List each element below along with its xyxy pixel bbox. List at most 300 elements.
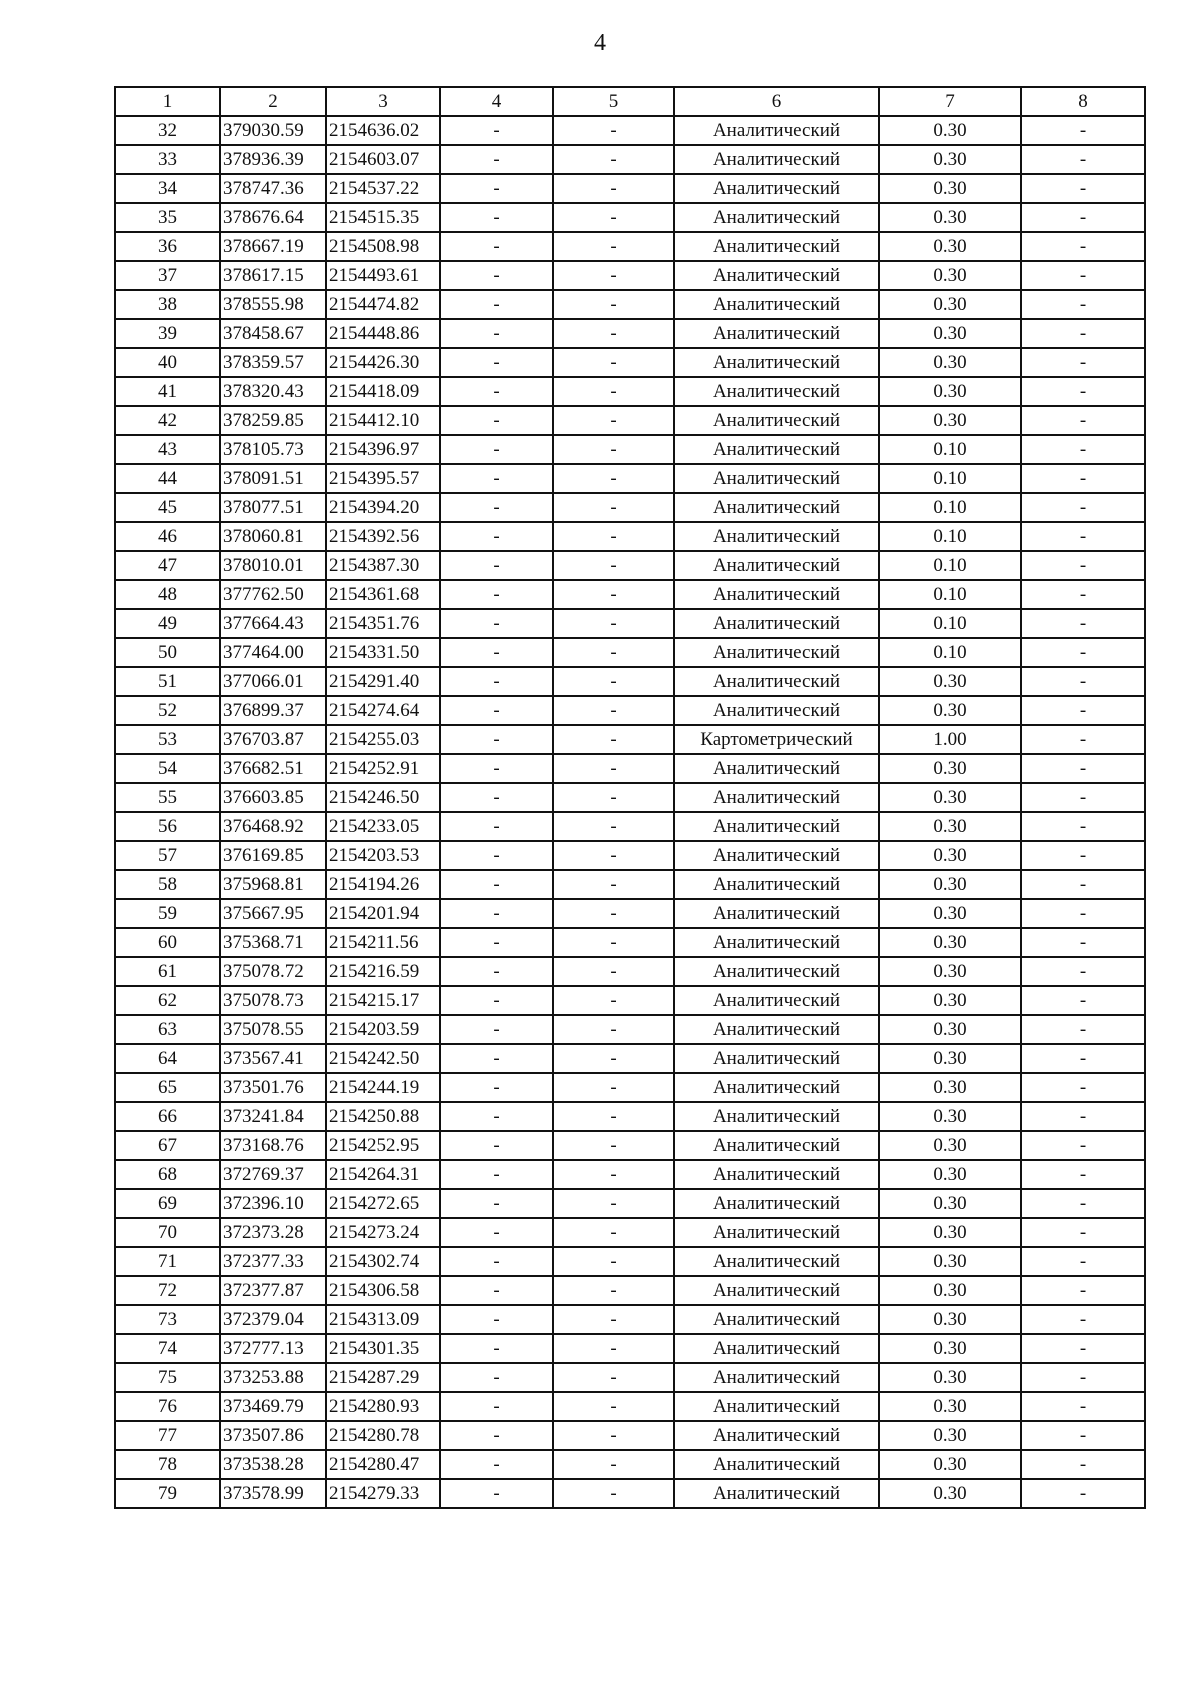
- point-number-cell: 74: [115, 1334, 220, 1363]
- point-number-cell: 50: [115, 638, 220, 667]
- table-row: [115, 986, 1145, 1015]
- column-4-value-cell: -: [440, 928, 553, 957]
- accuracy-cell: 0.10: [879, 580, 1021, 609]
- point-number-cell: 37: [115, 261, 220, 290]
- column-4-value-cell: -: [440, 870, 553, 899]
- column-header-4: 4: [440, 87, 553, 116]
- column-8-value-cell: -: [1021, 493, 1145, 522]
- column-5-value-cell: -: [553, 551, 674, 580]
- column-4-value-cell: -: [440, 290, 553, 319]
- y-coordinate-cell: 2154351.76: [326, 609, 440, 638]
- column-4-value-cell: -: [440, 174, 553, 203]
- table-row: [115, 696, 1145, 725]
- point-number-cell: 66: [115, 1102, 220, 1131]
- column-5-value-cell: -: [553, 1160, 674, 1189]
- point-number-cell: 65: [115, 1073, 220, 1102]
- point-number-cell: 43: [115, 435, 220, 464]
- column-5-value-cell: -: [553, 377, 674, 406]
- table-row: [115, 1392, 1145, 1421]
- point-number-cell: 41: [115, 377, 220, 406]
- table-row: [115, 1160, 1145, 1189]
- header-row: [115, 87, 1145, 116]
- column-8-value-cell: -: [1021, 377, 1145, 406]
- x-coordinate-cell: 372377.87: [220, 1276, 326, 1305]
- point-number-cell: 38: [115, 290, 220, 319]
- x-coordinate-cell: 378091.51: [220, 464, 326, 493]
- column-8-value-cell: -: [1021, 522, 1145, 551]
- column-4-value-cell: -: [440, 1421, 553, 1450]
- x-coordinate-cell: 373567.41: [220, 1044, 326, 1073]
- x-coordinate-cell: 376169.85: [220, 841, 326, 870]
- point-number-cell: 61: [115, 957, 220, 986]
- y-coordinate-cell: 2154331.50: [326, 638, 440, 667]
- column-5-value-cell: -: [553, 1421, 674, 1450]
- column-5-value-cell: -: [553, 522, 674, 551]
- method-cell: Аналитический: [674, 1421, 879, 1450]
- table-row: [115, 1044, 1145, 1073]
- column-8-value-cell: -: [1021, 261, 1145, 290]
- column-4-value-cell: -: [440, 638, 553, 667]
- y-coordinate-cell: 2154448.86: [326, 319, 440, 348]
- column-header-1: 1: [115, 87, 220, 116]
- point-number-cell: 78: [115, 1450, 220, 1479]
- accuracy-cell: 0.30: [879, 1276, 1021, 1305]
- x-coordinate-cell: 378359.57: [220, 348, 326, 377]
- table-row: [115, 928, 1145, 957]
- column-4-value-cell: -: [440, 319, 553, 348]
- column-5-value-cell: -: [553, 1015, 674, 1044]
- method-cell: Картометрический: [674, 725, 879, 754]
- column-5-value-cell: -: [553, 406, 674, 435]
- point-number-cell: 58: [115, 870, 220, 899]
- column-4-value-cell: -: [440, 1073, 553, 1102]
- column-header-8: 8: [1021, 87, 1145, 116]
- column-4-value-cell: -: [440, 1334, 553, 1363]
- point-number-cell: 77: [115, 1421, 220, 1450]
- column-4-value-cell: -: [440, 754, 553, 783]
- column-5-value-cell: -: [553, 986, 674, 1015]
- column-8-value-cell: -: [1021, 232, 1145, 261]
- x-coordinate-cell: 378320.43: [220, 377, 326, 406]
- table-row: [115, 377, 1145, 406]
- accuracy-cell: 0.30: [879, 928, 1021, 957]
- column-5-value-cell: -: [553, 1102, 674, 1131]
- table-row: [115, 406, 1145, 435]
- method-cell: Аналитический: [674, 1334, 879, 1363]
- table-row: [115, 145, 1145, 174]
- table-row: [115, 783, 1145, 812]
- method-cell: Аналитический: [674, 1160, 879, 1189]
- accuracy-cell: 0.30: [879, 1073, 1021, 1102]
- column-5-value-cell: -: [553, 1276, 674, 1305]
- column-4-value-cell: -: [440, 435, 553, 464]
- column-8-value-cell: -: [1021, 1334, 1145, 1363]
- column-5-value-cell: -: [553, 435, 674, 464]
- column-5-value-cell: -: [553, 1305, 674, 1334]
- column-8-value-cell: -: [1021, 1421, 1145, 1450]
- y-coordinate-cell: 2154264.31: [326, 1160, 440, 1189]
- point-number-cell: 42: [115, 406, 220, 435]
- y-coordinate-cell: 2154412.10: [326, 406, 440, 435]
- y-coordinate-cell: 2154252.95: [326, 1131, 440, 1160]
- y-coordinate-cell: 2154313.09: [326, 1305, 440, 1334]
- point-number-cell: 48: [115, 580, 220, 609]
- x-coordinate-cell: 375078.73: [220, 986, 326, 1015]
- method-cell: Аналитический: [674, 609, 879, 638]
- column-8-value-cell: -: [1021, 1479, 1145, 1508]
- column-5-value-cell: -: [553, 870, 674, 899]
- table-row: [115, 899, 1145, 928]
- column-5-value-cell: -: [553, 145, 674, 174]
- accuracy-cell: 0.10: [879, 435, 1021, 464]
- y-coordinate-cell: 2154203.53: [326, 841, 440, 870]
- point-number-cell: 59: [115, 899, 220, 928]
- y-coordinate-cell: 2154636.02: [326, 116, 440, 145]
- column-8-value-cell: -: [1021, 957, 1145, 986]
- accuracy-cell: 0.10: [879, 609, 1021, 638]
- x-coordinate-cell: 372769.37: [220, 1160, 326, 1189]
- accuracy-cell: 0.10: [879, 493, 1021, 522]
- column-4-value-cell: -: [440, 1131, 553, 1160]
- column-4-value-cell: -: [440, 406, 553, 435]
- table-row: [115, 203, 1145, 232]
- y-coordinate-cell: 2154250.88: [326, 1102, 440, 1131]
- method-cell: Аналитический: [674, 1131, 879, 1160]
- column-4-value-cell: -: [440, 116, 553, 145]
- column-4-value-cell: -: [440, 1363, 553, 1392]
- column-8-value-cell: -: [1021, 725, 1145, 754]
- column-4-value-cell: -: [440, 1015, 553, 1044]
- column-8-value-cell: -: [1021, 1450, 1145, 1479]
- table-row: [115, 870, 1145, 899]
- point-number-cell: 32: [115, 116, 220, 145]
- accuracy-cell: 0.30: [879, 1160, 1021, 1189]
- table-row: [115, 1073, 1145, 1102]
- y-coordinate-cell: 2154392.56: [326, 522, 440, 551]
- column-5-value-cell: -: [553, 116, 674, 145]
- accuracy-cell: 0.10: [879, 464, 1021, 493]
- table-row: [115, 957, 1145, 986]
- y-coordinate-cell: 2154395.57: [326, 464, 440, 493]
- column-5-value-cell: -: [553, 493, 674, 522]
- column-5-value-cell: -: [553, 957, 674, 986]
- column-header-7: 7: [879, 87, 1021, 116]
- y-coordinate-cell: 2154244.19: [326, 1073, 440, 1102]
- column-8-value-cell: -: [1021, 1363, 1145, 1392]
- x-coordinate-cell: 373578.99: [220, 1479, 326, 1508]
- y-coordinate-cell: 2154426.30: [326, 348, 440, 377]
- method-cell: Аналитический: [674, 870, 879, 899]
- table-row: [115, 435, 1145, 464]
- method-cell: Аналитический: [674, 1218, 879, 1247]
- method-cell: Аналитический: [674, 1247, 879, 1276]
- accuracy-cell: 0.10: [879, 638, 1021, 667]
- table-row: [115, 1218, 1145, 1247]
- method-cell: Аналитический: [674, 435, 879, 464]
- column-5-value-cell: -: [553, 899, 674, 928]
- y-coordinate-cell: 2154279.33: [326, 1479, 440, 1508]
- accuracy-cell: 0.30: [879, 1218, 1021, 1247]
- accuracy-cell: 0.30: [879, 986, 1021, 1015]
- y-coordinate-cell: 2154301.35: [326, 1334, 440, 1363]
- method-cell: Аналитический: [674, 1276, 879, 1305]
- method-cell: Аналитический: [674, 1044, 879, 1073]
- x-coordinate-cell: 372373.28: [220, 1218, 326, 1247]
- column-4-value-cell: -: [440, 1247, 553, 1276]
- table-row: [115, 1131, 1145, 1160]
- method-cell: Аналитический: [674, 928, 879, 957]
- column-8-value-cell: -: [1021, 203, 1145, 232]
- column-4-value-cell: -: [440, 232, 553, 261]
- column-4-value-cell: -: [440, 1479, 553, 1508]
- column-5-value-cell: -: [553, 609, 674, 638]
- table-row: [115, 1421, 1145, 1450]
- table-row: [115, 1334, 1145, 1363]
- column-5-value-cell: -: [553, 464, 674, 493]
- column-8-value-cell: -: [1021, 1160, 1145, 1189]
- y-coordinate-cell: 2154287.29: [326, 1363, 440, 1392]
- column-5-value-cell: -: [553, 203, 674, 232]
- method-cell: Аналитический: [674, 493, 879, 522]
- x-coordinate-cell: 375667.95: [220, 899, 326, 928]
- column-4-value-cell: -: [440, 957, 553, 986]
- column-5-value-cell: -: [553, 580, 674, 609]
- column-8-value-cell: -: [1021, 928, 1145, 957]
- column-5-value-cell: -: [553, 638, 674, 667]
- column-8-value-cell: -: [1021, 464, 1145, 493]
- y-coordinate-cell: 2154255.03: [326, 725, 440, 754]
- point-number-cell: 71: [115, 1247, 220, 1276]
- x-coordinate-cell: 377762.50: [220, 580, 326, 609]
- method-cell: Аналитический: [674, 1363, 879, 1392]
- column-5-value-cell: -: [553, 1247, 674, 1276]
- table-row: [115, 1363, 1145, 1392]
- y-coordinate-cell: 2154201.94: [326, 899, 440, 928]
- column-8-value-cell: -: [1021, 1102, 1145, 1131]
- column-5-value-cell: -: [553, 928, 674, 957]
- point-number-cell: 44: [115, 464, 220, 493]
- method-cell: Аналитический: [674, 1015, 879, 1044]
- accuracy-cell: 0.30: [879, 319, 1021, 348]
- accuracy-cell: 0.30: [879, 1392, 1021, 1421]
- column-header-2: 2: [220, 87, 326, 116]
- column-5-value-cell: -: [553, 1131, 674, 1160]
- accuracy-cell: 0.30: [879, 1305, 1021, 1334]
- method-cell: Аналитический: [674, 667, 879, 696]
- point-number-cell: 57: [115, 841, 220, 870]
- accuracy-cell: 0.30: [879, 203, 1021, 232]
- column-5-value-cell: -: [553, 290, 674, 319]
- table-row: [115, 232, 1145, 261]
- y-coordinate-cell: 2154280.78: [326, 1421, 440, 1450]
- column-header-6: 6: [674, 87, 879, 116]
- y-coordinate-cell: 2154396.97: [326, 435, 440, 464]
- point-number-cell: 56: [115, 812, 220, 841]
- column-5-value-cell: -: [553, 1189, 674, 1218]
- y-coordinate-cell: 2154515.35: [326, 203, 440, 232]
- column-4-value-cell: -: [440, 667, 553, 696]
- point-number-cell: 67: [115, 1131, 220, 1160]
- y-coordinate-cell: 2154302.74: [326, 1247, 440, 1276]
- y-coordinate-cell: 2154361.68: [326, 580, 440, 609]
- x-coordinate-cell: 373501.76: [220, 1073, 326, 1102]
- y-coordinate-cell: 2154508.98: [326, 232, 440, 261]
- accuracy-cell: 0.30: [879, 667, 1021, 696]
- table-row: [115, 725, 1145, 754]
- table-body: [115, 116, 1145, 1508]
- point-number-cell: 35: [115, 203, 220, 232]
- y-coordinate-cell: 2154216.59: [326, 957, 440, 986]
- y-coordinate-cell: 2154387.30: [326, 551, 440, 580]
- x-coordinate-cell: 378458.67: [220, 319, 326, 348]
- method-cell: Аналитический: [674, 986, 879, 1015]
- accuracy-cell: 0.30: [879, 696, 1021, 725]
- column-8-value-cell: -: [1021, 783, 1145, 812]
- accuracy-cell: 0.30: [879, 870, 1021, 899]
- x-coordinate-cell: 376468.92: [220, 812, 326, 841]
- column-8-value-cell: -: [1021, 1276, 1145, 1305]
- x-coordinate-cell: 378060.81: [220, 522, 326, 551]
- column-8-value-cell: -: [1021, 754, 1145, 783]
- column-5-value-cell: -: [553, 348, 674, 377]
- accuracy-cell: 0.30: [879, 1450, 1021, 1479]
- x-coordinate-cell: 375078.55: [220, 1015, 326, 1044]
- x-coordinate-cell: 378259.85: [220, 406, 326, 435]
- accuracy-cell: 1.00: [879, 725, 1021, 754]
- method-cell: Аналитический: [674, 638, 879, 667]
- column-8-value-cell: -: [1021, 580, 1145, 609]
- column-4-value-cell: -: [440, 1044, 553, 1073]
- point-number-cell: 73: [115, 1305, 220, 1334]
- column-4-value-cell: -: [440, 1218, 553, 1247]
- point-number-cell: 53: [115, 725, 220, 754]
- accuracy-cell: 0.30: [879, 290, 1021, 319]
- point-number-cell: 39: [115, 319, 220, 348]
- y-coordinate-cell: 2154280.93: [326, 1392, 440, 1421]
- column-5-value-cell: -: [553, 174, 674, 203]
- x-coordinate-cell: 376682.51: [220, 754, 326, 783]
- x-coordinate-cell: 372396.10: [220, 1189, 326, 1218]
- x-coordinate-cell: 376899.37: [220, 696, 326, 725]
- accuracy-cell: 0.30: [879, 174, 1021, 203]
- method-cell: Аналитический: [674, 145, 879, 174]
- method-cell: Аналитический: [674, 1479, 879, 1508]
- table-row: [115, 261, 1145, 290]
- method-cell: Аналитический: [674, 841, 879, 870]
- accuracy-cell: 0.30: [879, 145, 1021, 174]
- y-coordinate-cell: 2154394.20: [326, 493, 440, 522]
- column-8-value-cell: -: [1021, 1247, 1145, 1276]
- column-8-value-cell: -: [1021, 841, 1145, 870]
- point-number-cell: 52: [115, 696, 220, 725]
- column-5-value-cell: -: [553, 319, 674, 348]
- accuracy-cell: 0.30: [879, 116, 1021, 145]
- column-8-value-cell: -: [1021, 551, 1145, 580]
- accuracy-cell: 0.30: [879, 1102, 1021, 1131]
- column-4-value-cell: -: [440, 464, 553, 493]
- column-5-value-cell: -: [553, 1450, 674, 1479]
- column-5-value-cell: -: [553, 232, 674, 261]
- column-4-value-cell: -: [440, 493, 553, 522]
- accuracy-cell: 0.10: [879, 551, 1021, 580]
- method-cell: Аналитический: [674, 696, 879, 725]
- x-coordinate-cell: 377464.00: [220, 638, 326, 667]
- column-8-value-cell: -: [1021, 667, 1145, 696]
- column-4-value-cell: -: [440, 1102, 553, 1131]
- method-cell: Аналитический: [674, 783, 879, 812]
- y-coordinate-cell: 2154493.61: [326, 261, 440, 290]
- method-cell: Аналитический: [674, 232, 879, 261]
- y-coordinate-cell: 2154246.50: [326, 783, 440, 812]
- table-row: [115, 551, 1145, 580]
- point-number-cell: 55: [115, 783, 220, 812]
- column-4-value-cell: -: [440, 145, 553, 174]
- method-cell: Аналитический: [674, 319, 879, 348]
- table-row: [115, 841, 1145, 870]
- method-cell: Аналитический: [674, 1305, 879, 1334]
- table-row: [115, 464, 1145, 493]
- accuracy-cell: 0.30: [879, 1131, 1021, 1160]
- column-4-value-cell: -: [440, 580, 553, 609]
- accuracy-cell: 0.30: [879, 783, 1021, 812]
- point-number-cell: 47: [115, 551, 220, 580]
- accuracy-cell: 0.30: [879, 348, 1021, 377]
- column-8-value-cell: -: [1021, 1015, 1145, 1044]
- x-coordinate-cell: 372777.13: [220, 1334, 326, 1363]
- point-number-cell: 70: [115, 1218, 220, 1247]
- x-coordinate-cell: 376603.85: [220, 783, 326, 812]
- point-number-cell: 79: [115, 1479, 220, 1508]
- x-coordinate-cell: 378676.64: [220, 203, 326, 232]
- y-coordinate-cell: 2154211.56: [326, 928, 440, 957]
- column-5-value-cell: -: [553, 261, 674, 290]
- point-number-cell: 62: [115, 986, 220, 1015]
- x-coordinate-cell: 378936.39: [220, 145, 326, 174]
- column-8-value-cell: -: [1021, 319, 1145, 348]
- column-8-value-cell: -: [1021, 435, 1145, 464]
- column-4-value-cell: -: [440, 899, 553, 928]
- y-coordinate-cell: 2154274.64: [326, 696, 440, 725]
- y-coordinate-cell: 2154306.58: [326, 1276, 440, 1305]
- column-4-value-cell: -: [440, 522, 553, 551]
- x-coordinate-cell: 378077.51: [220, 493, 326, 522]
- accuracy-cell: 0.30: [879, 1015, 1021, 1044]
- method-cell: Аналитический: [674, 522, 879, 551]
- method-cell: Аналитический: [674, 899, 879, 928]
- table-row: [115, 812, 1145, 841]
- point-number-cell: 60: [115, 928, 220, 957]
- y-coordinate-cell: 2154194.26: [326, 870, 440, 899]
- x-coordinate-cell: 375368.71: [220, 928, 326, 957]
- accuracy-cell: 0.30: [879, 1479, 1021, 1508]
- x-coordinate-cell: 377066.01: [220, 667, 326, 696]
- table-row: [115, 1189, 1145, 1218]
- table-row: [115, 609, 1145, 638]
- y-coordinate-cell: 2154242.50: [326, 1044, 440, 1073]
- method-cell: Аналитический: [674, 377, 879, 406]
- column-8-value-cell: -: [1021, 1044, 1145, 1073]
- method-cell: Аналитический: [674, 261, 879, 290]
- point-number-cell: 64: [115, 1044, 220, 1073]
- point-number-cell: 40: [115, 348, 220, 377]
- column-header-5: 5: [553, 87, 674, 116]
- column-8-value-cell: -: [1021, 174, 1145, 203]
- point-number-cell: 69: [115, 1189, 220, 1218]
- accuracy-cell: 0.30: [879, 754, 1021, 783]
- column-4-value-cell: -: [440, 783, 553, 812]
- column-4-value-cell: -: [440, 609, 553, 638]
- y-coordinate-cell: 2154273.24: [326, 1218, 440, 1247]
